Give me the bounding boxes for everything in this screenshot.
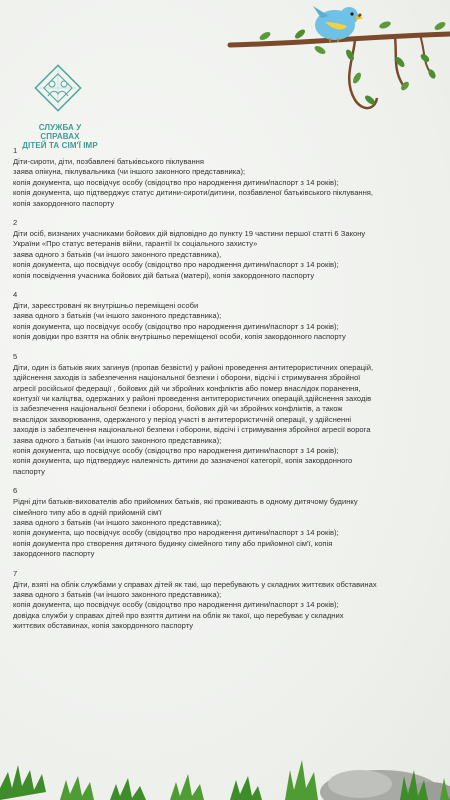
section-line: копія документа, що посвідчує особу (свідоцтво про народження дитини/паспорт з 14 років); bbox=[13, 600, 339, 610]
section-line: копія документа, що підтверджує належність дитини до зазначеної категорії, копія закордонного bbox=[13, 456, 353, 466]
section-line: довідка служби у справах дітей про взяття дитини на облік як такої, що перебуває у складних bbox=[13, 610, 344, 620]
section-number: 7 bbox=[13, 568, 18, 578]
logo-line-2: ДІТЕЙ ТА СІМ'Ї ІМР bbox=[22, 141, 98, 150]
section-line: копія документа, що посвідчує особу (свідоцтво про народження дитини/паспорт з 14 років); bbox=[13, 445, 339, 455]
section-1 bbox=[13, 146, 441, 209]
section-line: копія закордонного паспорту bbox=[13, 198, 115, 208]
section-number: 6 bbox=[13, 486, 18, 496]
section-line: сімейного типу або в одній прийомній сім'ї bbox=[13, 507, 162, 517]
section-number: 4 bbox=[13, 290, 18, 300]
section-line: життєвих обставинах, копія закордонного паспорту bbox=[13, 621, 194, 631]
section-number: 2 bbox=[13, 218, 18, 228]
section-5 bbox=[13, 352, 441, 477]
section-line: України «Про статус ветеранів війни, гарантії їх соціального захисту» bbox=[13, 239, 258, 249]
section-number: 5 bbox=[13, 351, 18, 361]
section-line: копія довідки про взяття на облік внутрішньо переміщеної особи, копія закордонного паспорту bbox=[13, 332, 346, 342]
section-title: Діти-сироти, діти, позбавлені батьківського піклування bbox=[13, 157, 204, 166]
section-title: Рідні діти батьків-вихователів або прийомних батьків, які проживають в одному дитячому будинку bbox=[13, 497, 358, 507]
section-line: заява одного з батьків (чи іншого законного представника); bbox=[13, 435, 222, 445]
section-line: внаслідок захворювання, одержаного у період участі в антитерористичній операції, у здійсненні bbox=[13, 414, 352, 424]
document-content bbox=[13, 146, 441, 641]
section-line: із забезпечення національної безпеки і оборони, бойових дій чи збройних конфліктів, а також bbox=[13, 404, 343, 414]
section-title: Діти, взяті на облік службами у справах дітей як такі, що перебувають у складних життєвих обставинах bbox=[13, 579, 377, 589]
section-line: заходів із забезпечення національної безпеки і оборони, відсічі і стримування збройної агресії ворога bbox=[13, 425, 371, 435]
section-line: паспорту bbox=[13, 466, 45, 476]
section-line: копія документа, що посвідчує особу (свідоцтво про народження дитини/паспорт з 14 років); bbox=[13, 177, 339, 187]
section-6 bbox=[13, 486, 441, 559]
section-line: копія документа, що посвідчує особу (свідоцтво про народження дитини/паспорт з 14 років); bbox=[13, 260, 339, 270]
section-7 bbox=[13, 569, 441, 632]
section-2 bbox=[13, 218, 441, 281]
section-line: копія документа, що підтверджує статус дитини-сироти/дитини, позбавленої батьківського піклування, bbox=[13, 188, 374, 198]
section-line: копія документа, що посвідчує особу (свідоцтво про народження дитини/паспорт з 14 років); bbox=[13, 321, 339, 331]
section-line: закордонного паспорту bbox=[13, 549, 95, 559]
branch-bird-illustration bbox=[225, 0, 450, 130]
section-line: здійснення заходів із забезпечення національної безпеки і оборони, відсічі і стримування збройної bbox=[13, 373, 361, 383]
section-line: заява опікуна, піклувальника (чи іншого законного представника); bbox=[13, 167, 246, 177]
section-4 bbox=[13, 290, 441, 343]
section-line: контузії чи каліцтва, одержаних у районі проведення антитерористичних операцій,здійснення заходів bbox=[13, 393, 372, 403]
grass-stones-illustration bbox=[0, 710, 450, 800]
logo-line-1: СЛУЖБА У СПРАВАХ bbox=[38, 123, 82, 141]
section-line: копія документа про створення дитячого будинку сімейного типу або прийомної сім'ї, копія bbox=[13, 538, 333, 548]
section-line: копія документа, що посвідчує особу (свідоцтво про народження дитини/паспорт з 14 років); bbox=[13, 528, 339, 538]
section-line: копія посвідчення учасника бойових дій батька (матері), копія закордонного паспорту bbox=[13, 270, 315, 280]
section-line: заява одного з батьків (чи іншого законного представника); bbox=[13, 311, 222, 321]
section-number: 1 bbox=[13, 146, 18, 155]
section-title: Діти осіб, визнаних учасниками бойових дій відповідно до пункту 19 частини першої статті 6 Закону bbox=[13, 229, 366, 239]
section-line: агресії російської федерації , бойових дій чи збройних конфліктів або помер внаслідок поранення, bbox=[13, 383, 361, 393]
section-line: заява одного з батьків (чи іншого законного представника), bbox=[13, 249, 222, 259]
section-title: Діти, зареєстровані як внутрішньо переміщені особи bbox=[13, 301, 199, 311]
section-title: Діти, один із батьків яких загинув (пропав безвісти) у районі проведення антитерористичних операцій, bbox=[13, 362, 374, 372]
section-line: заява одного з батьків (чи іншого законного представника); bbox=[13, 590, 222, 599]
logo-diamond-icon bbox=[32, 62, 84, 114]
section-line: заява одного з батьків (чи іншого законного представника); bbox=[13, 517, 222, 527]
logo bbox=[20, 62, 100, 150]
